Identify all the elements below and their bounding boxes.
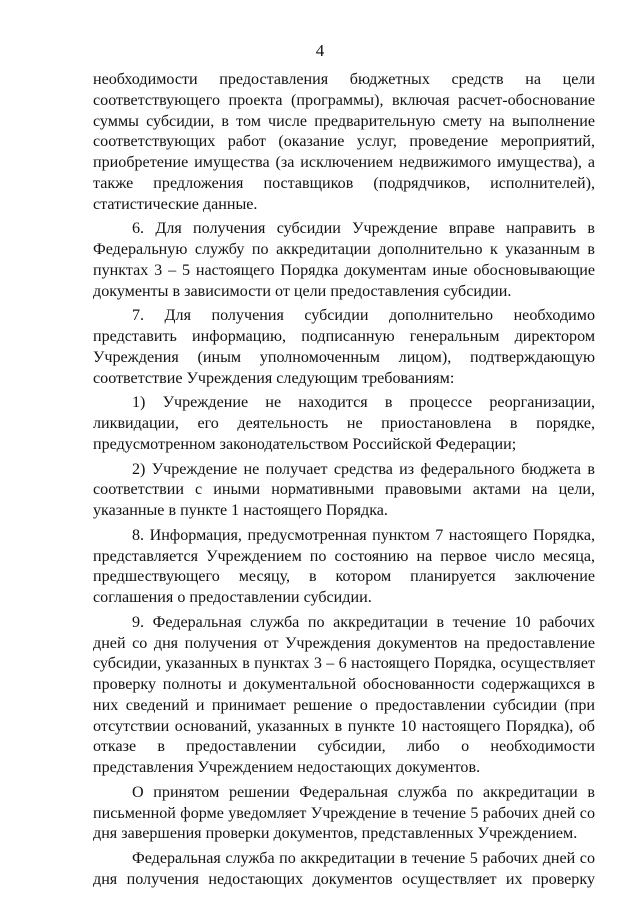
document-body bbox=[93, 70, 595, 891]
page-number: 4 bbox=[315, 41, 325, 60]
paragraph-7: 7. Для получения субсидии дополнительно необходимо представить информацию, подписанную генеральным директором Учреждения (иным уполномоченным лицом), подтверждающую соответствие Учреждения следующим требованиям: bbox=[93, 307, 595, 387]
paragraph-missing-documents: Федеральная служба по аккредитации в течение 5 рабочих дней со дня получения недостающих документов осуществляет их проверку bbox=[93, 850, 595, 888]
paragraph-7-item-2: 2) Учреждение не получает средства из федерального бюджета в соответствии с иными нормативными правовыми актами на цели, указанные в пункте 1 настоящего Порядка. bbox=[93, 460, 595, 520]
paragraph-budget-justification: необходимости предоставления бюджетных средств на цели соответствующего проекта (программы), включая расчет-обоснование суммы субсидии, в том числе предварительную смету на выполнение соответствующих работ (оказание услуг, проведение мероприятий, приобретение имущества (за исключением недвижимого имущества), а также предложения поставщиков (подрядчиков, исполнителей), статистические данные. bbox=[93, 71, 595, 213]
paragraph-6: 6. Для получения субсидии Учреждение вправе направить в Федеральную службу по аккредитации дополнительно к указанным в пунктах 3 – 5 настоящего Порядка документам иные обосновывающие документы в зависимости от цели предоставления субсидии. bbox=[93, 220, 595, 300]
paragraph-9: 9. Федеральная служба по аккредитации в течение 10 рабочих дней со дня получения от Учреждения документов на предоставление субсидии, указанных в пунктах 3 – 6 настоящего Порядка, осуществляет проверку полноты и документальной обоснованности содержащихся в них сведений и принимает решение о предоставлении субсидии (при отсутствии оснований, указанных в пункте 10 настоящего Порядка), об отказе в предоставлении субсидии, либо о необходимости представления Учреждением недостающих документов. bbox=[93, 613, 595, 777]
paragraph-notification: О принятом решении Федеральная служба по аккредитации в письменной форме уведомляет Учреждение в течение 5 рабочих дней со дня завершения проверки документов, представленных Учреждением. bbox=[93, 783, 595, 843]
paragraph-8: 8. Информация, предусмотренная пунктом 7 настоящего Порядка, представляется Учреждением по состоянию на первое число месяца, предшествующего месяцу, в котором планируется заключение соглашения о предоставлении субсидии. bbox=[93, 526, 595, 607]
paragraph-7-item-1: 1) Учреждение не находится в процессе реорганизации, ликвидации, его деятельность не приостановлена в порядке, предусмотренном законодательством Российской Федерации; bbox=[93, 394, 595, 453]
